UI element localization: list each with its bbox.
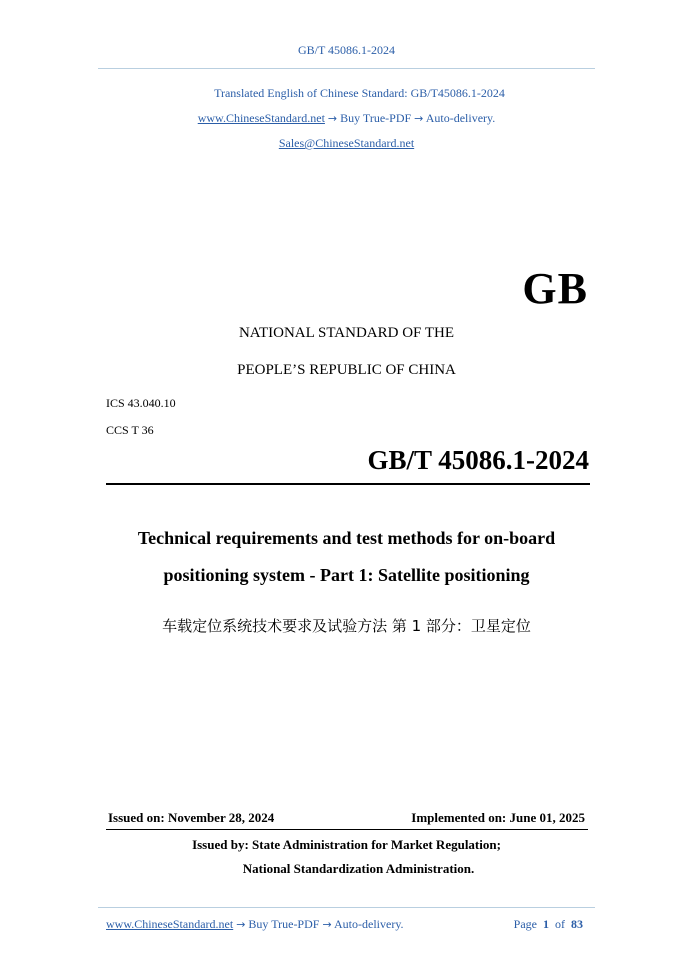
running-header-title: GB/T 45086.1-2024 [297,43,396,57]
chinese-title: 车载定位系统技术要求及试验方法 第 1 部分：卫星定位 [162,617,531,635]
issued-on: Issued on: November 28, 2024 [108,810,275,825]
page-indicator [514,917,583,932]
arrow-right-icon: → [236,918,246,931]
buy-true-pdf-text: Buy True-PDF [340,111,412,125]
sales-email-link[interactable]: Sales@ChineseStandard.net [278,136,415,150]
title-line2: positioning system - Part 1: Satellite positioning [163,565,530,585]
dates-underline [106,829,588,830]
ccs-code: CCS T 36 [106,423,154,437]
page-of-label: of [555,917,565,931]
footer-divider [98,907,595,908]
ics-code: ICS 43.040.10 [106,396,176,410]
standard-number: GB/T 45086.1-2024 [367,445,589,475]
auto-delivery-text: Auto-delivery. [425,111,496,125]
footer-buy-true-pdf-text: Buy True-PDF [248,917,320,931]
issued-by-line1: Issued by: State Administration for Market Regulation; [192,837,501,852]
site-link[interactable]: www.ChineseStandard.net [197,111,325,125]
gb-logo: GB [522,264,588,313]
footer-auto-delivery-text: Auto-delivery. [334,917,404,931]
header-divider [98,68,595,69]
footer-site-link[interactable]: www.ChineseStandard.net [106,917,234,931]
issued-by-line2: National Standardization Administration. [242,861,475,876]
title-line1: Technical requirements and test methods for on-board [137,528,556,548]
footer-links-row [106,917,404,932]
arrow-right-icon: → [414,112,424,125]
arrow-right-icon: → [322,918,332,931]
header-links-row [0,111,693,126]
page-current: 1 [543,917,549,931]
standard-number-underline [106,483,590,485]
arrow-right-icon: → [327,112,338,125]
translated-line: Translated English of Chinese Standard: GB/T45086.1-2024 [214,86,505,100]
implemented-on: Implemented on: June 01, 2025 [411,810,585,825]
national-standard-line1: NATIONAL STANDARD OF THE [238,325,455,341]
page-total: 83 [571,917,583,931]
page-label: Page [513,917,537,931]
national-standard-line2: PEOPLE’S REPUBLIC OF CHINA [237,362,456,378]
